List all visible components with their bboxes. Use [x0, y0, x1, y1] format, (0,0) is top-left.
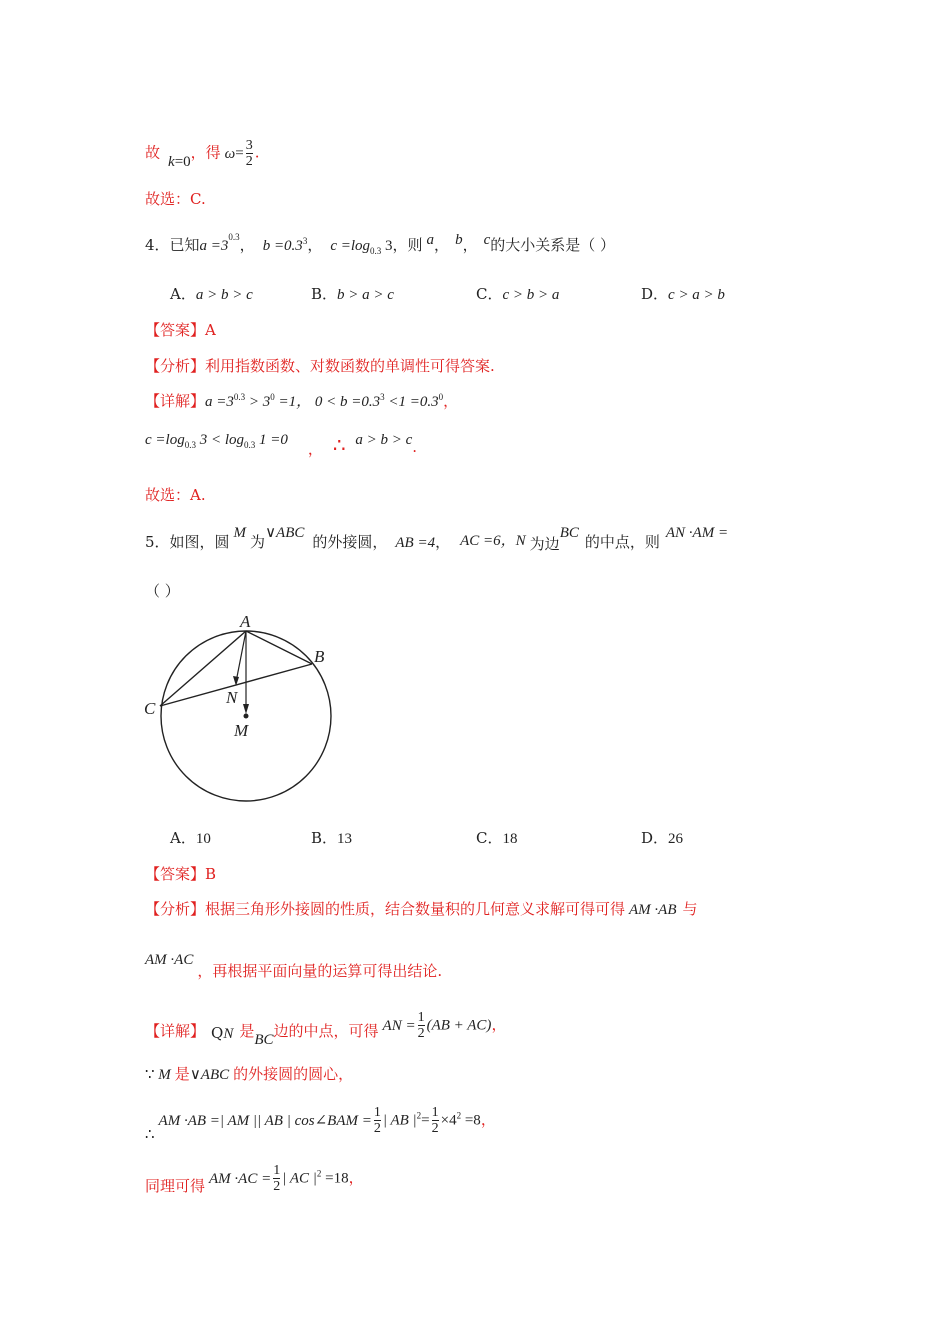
- sep: ，: [307, 236, 323, 254]
- denominator: 2: [431, 1121, 439, 1136]
- label-B: B: [314, 647, 325, 666]
- option-text: c > b > a: [502, 287, 560, 303]
- text: 的外接圆，: [312, 533, 388, 551]
- analysis-text: 【分析】根据三角形外接圆的性质，结合数量积的几何意义求解可得可得: [145, 900, 626, 918]
- arrow-am: [243, 704, 249, 714]
- q4-log-arg: 3: [381, 238, 393, 254]
- denominator: 2: [373, 1121, 381, 1136]
- expr-result: =8: [461, 1112, 481, 1129]
- expr: ×4: [440, 1112, 457, 1129]
- expr-abs-ab: | AB |: [382, 1112, 417, 1129]
- comma: ，: [443, 392, 459, 410]
- q4-stem: 4．已知$a =3^{0.3}$， $b =0.3^3$， $c =\log_{0.3}$ 3，则 a， b， c的大小关系是（ ）: [145, 232, 616, 256]
- therefore-symbol: ∴: [332, 433, 346, 457]
- fraction-half: [432, 1105, 439, 1136]
- period: .: [254, 143, 260, 162]
- log-base: 0.3: [184, 440, 196, 450]
- q5-stem: [145, 521, 729, 553]
- label-A: A: [240, 612, 251, 631]
- q5-option-c[interactable]: [476, 827, 517, 848]
- var-M: M: [233, 525, 247, 541]
- expr: a > b > c: [351, 432, 413, 448]
- expr-dot-product: AM ·AB =| AM || AB | cos∠BAM =: [158, 1112, 372, 1129]
- q5-paren: （ ）: [145, 582, 180, 600]
- triangle-abc: ∨ABC: [189, 1067, 230, 1083]
- fraction-half: [418, 1010, 425, 1041]
- q5-analysis-line1: [145, 898, 698, 919]
- comma: ，: [348, 1168, 364, 1187]
- option-text: 10: [195, 831, 211, 847]
- expr-ab: AB =4: [395, 535, 436, 551]
- q4-choice: 故选：A.: [145, 486, 206, 504]
- circumcircle-figure: [140, 606, 340, 811]
- option-text: c > a > b: [668, 287, 725, 303]
- numerator: 1: [373, 1105, 381, 1120]
- fraction-half: [374, 1105, 381, 1136]
- text: 边的中点，可得: [273, 1021, 379, 1040]
- text-de: ，得: [190, 143, 221, 162]
- q4-stem-then: ，则: [392, 236, 423, 254]
- label-N: N: [226, 688, 238, 707]
- q4-stem-end: 的大小关系是（ ）: [490, 236, 616, 254]
- option-label: D．: [641, 829, 669, 847]
- prev-choice: 故选：C.: [145, 190, 206, 208]
- because-symbol: Q: [211, 1023, 224, 1042]
- prev-conclusion-line: [145, 138, 260, 169]
- expr: =1， 0 < b =0.3: [274, 394, 381, 410]
- therefore-symbol: ∴: [145, 1124, 155, 1143]
- expr-dot-product: AM ·AC =: [209, 1170, 272, 1187]
- fraction-half: [273, 1163, 280, 1194]
- expr-k-zero: =0: [174, 153, 191, 170]
- expr-sum: (AB + AC): [426, 1017, 492, 1034]
- expr: 1 =0: [255, 432, 288, 448]
- var-k: k: [168, 153, 175, 170]
- option-label: C．: [476, 829, 503, 847]
- option-label: B．: [311, 285, 338, 303]
- q5-detail-line2: [145, 1063, 353, 1084]
- option-label: A．: [170, 829, 196, 847]
- expr: a =3: [205, 394, 234, 410]
- triangle-abc: ∨ABC: [265, 525, 305, 541]
- segment-bc: BC: [254, 1031, 274, 1048]
- expr-am-ac: AM ·AC: [145, 952, 194, 968]
- expr: <1 =0.3: [384, 394, 439, 410]
- exp: 0.3: [233, 392, 246, 402]
- analysis-text: ，再根据平面向量的运算可得出结论.: [197, 962, 443, 980]
- numerator: 1: [431, 1105, 439, 1120]
- label-M: M: [234, 721, 249, 740]
- period: .: [412, 438, 418, 456]
- q5-option-b[interactable]: [311, 827, 352, 848]
- var-omega: ω: [224, 145, 236, 162]
- sep: ，: [239, 236, 255, 254]
- comma: ，: [491, 1015, 507, 1034]
- q5-stem-start: 5．如图，圆: [145, 533, 230, 551]
- q5-option-d[interactable]: [641, 827, 683, 848]
- var-N: N: [515, 533, 526, 549]
- log-base: 0.3: [244, 440, 256, 450]
- segment-bc: BC: [559, 525, 579, 541]
- var-a: a: [426, 232, 435, 248]
- option-text: 18: [502, 831, 518, 847]
- sep: ，: [435, 533, 451, 551]
- q4-expr-c: c =log: [330, 238, 371, 254]
- fraction-three-halves: [246, 138, 253, 169]
- expr-ac: AC =6，: [460, 533, 516, 549]
- text-is: 是: [239, 1021, 255, 1040]
- equals-sign: =: [421, 1112, 430, 1129]
- q4-analysis: 【分析】利用指数函数、对数函数的单调性可得答案.: [145, 357, 495, 375]
- text: 的中点，则: [584, 533, 660, 551]
- q5-detail-line3: [145, 1105, 496, 1143]
- expr-abs-ac: | AC |: [282, 1170, 317, 1187]
- label-C: C: [144, 699, 156, 718]
- q5-answer: 【答案】B: [145, 865, 217, 883]
- option-text: 13: [337, 831, 353, 847]
- exp: 3: [380, 392, 385, 402]
- var-N: N: [223, 1025, 234, 1042]
- q4-answer: 【答案】A: [145, 321, 216, 339]
- detail-tag: 【详解】: [145, 1021, 206, 1040]
- var-c: c: [483, 232, 491, 248]
- text-gu: 故: [145, 143, 161, 162]
- because-symbol: ∵: [145, 1065, 155, 1083]
- exp: 2: [416, 1110, 422, 1121]
- q4-expr-b: b =0.3: [262, 238, 303, 254]
- q5-detail-line1: [145, 1010, 507, 1048]
- q4-option-b[interactable]: [311, 283, 394, 304]
- text-and: 与: [682, 900, 698, 918]
- text-is: 是: [174, 1065, 190, 1083]
- text: 为边: [529, 535, 560, 553]
- denominator: 2: [273, 1179, 281, 1194]
- option-text: 26: [668, 831, 684, 847]
- numerator: 1: [273, 1163, 281, 1178]
- q5-option-a[interactable]: [170, 827, 211, 848]
- option-text: b > a > c: [337, 287, 394, 303]
- option-label: A．: [170, 285, 196, 303]
- expr: 3 < log: [195, 432, 244, 448]
- option-text: a > b > c: [195, 287, 253, 303]
- option-label: D．: [641, 285, 669, 303]
- equals-sign: =: [235, 145, 244, 162]
- q4-detail-line2: [145, 425, 418, 458]
- dot-product-expr: AN ·AM =: [665, 525, 729, 541]
- expr: c =log: [145, 432, 185, 448]
- q5-analysis-line2: [145, 948, 443, 980]
- q4-log-base: 0.3: [370, 246, 382, 256]
- q4-option-a[interactable]: [170, 283, 253, 304]
- q4-expr-a: a =3: [199, 238, 229, 254]
- comma: ，: [307, 440, 323, 458]
- q4-exp-a: 0.3: [228, 232, 240, 242]
- denominator: 2: [245, 154, 253, 169]
- q4-stem-start: 4．已知: [145, 236, 200, 254]
- q4-option-c[interactable]: [476, 283, 559, 304]
- q4-exp-b: 3: [302, 236, 308, 246]
- denominator: 2: [417, 1026, 425, 1041]
- q4-option-d[interactable]: [641, 283, 725, 304]
- q4-detail-line1: [145, 390, 458, 411]
- detail-tag: 【详解】: [145, 392, 206, 410]
- exp: 2: [316, 1168, 322, 1179]
- comma: ，: [480, 1110, 496, 1129]
- q5-detail-line4: [145, 1163, 364, 1194]
- expr-result: =18: [321, 1170, 349, 1187]
- var-M: M: [154, 1067, 171, 1083]
- expr-am-ab: AM ·AB: [629, 902, 677, 918]
- exp: 2: [456, 1110, 462, 1121]
- option-label: B．: [311, 829, 338, 847]
- var-b: b: [455, 232, 463, 248]
- point-m: [244, 714, 249, 719]
- text: 为: [250, 533, 266, 551]
- numerator: 1: [417, 1010, 425, 1025]
- exp: 0: [270, 392, 275, 402]
- text: 的外接圆的圆心，: [233, 1065, 354, 1083]
- option-label: C．: [476, 285, 503, 303]
- expr: > 3: [245, 394, 271, 410]
- expr-an: AN =: [382, 1017, 416, 1034]
- exp: 0: [438, 392, 444, 402]
- segment-ab: [246, 631, 312, 664]
- numerator: 3: [245, 138, 253, 153]
- text-similarly: 同理可得: [145, 1176, 206, 1195]
